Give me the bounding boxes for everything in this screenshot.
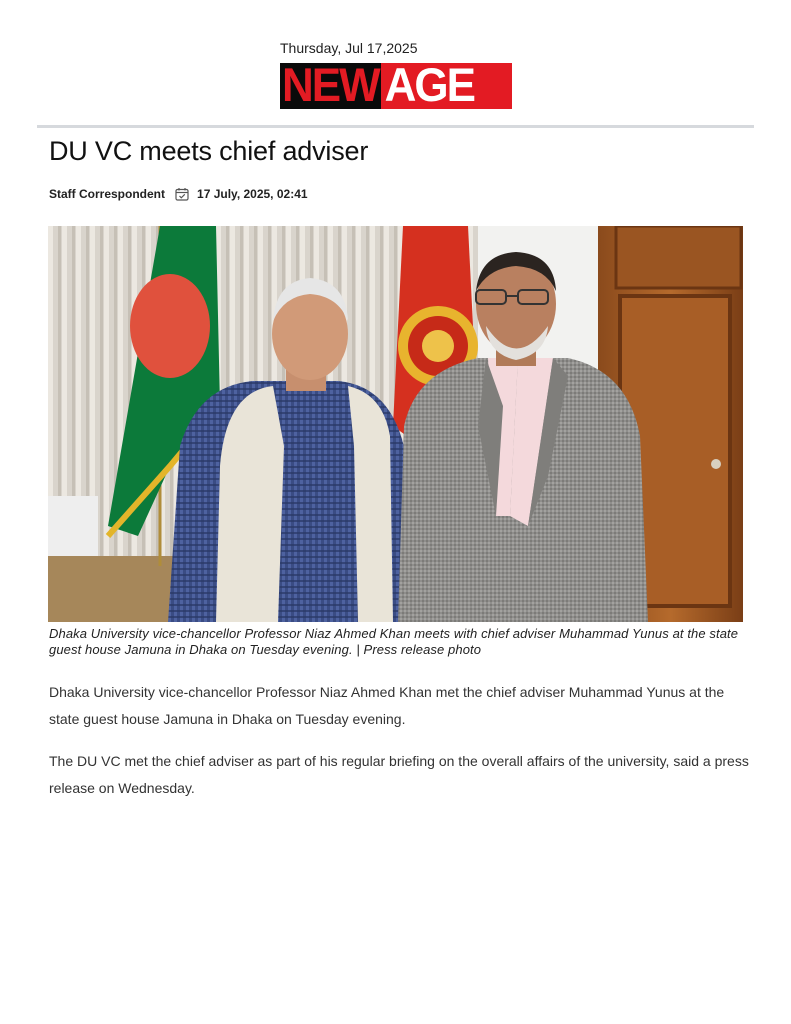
- photo-caption: Dhaka University vice-chancellor Professor Niaz Ahmed Khan meets with chief adviser Muhammad Yunus at the state guest house Jamuna in Dhaka on Tuesday evening. | Press release photo: [49, 626, 739, 657]
- logo-text-age: AGE: [381, 63, 512, 109]
- article-paragraph-1: Dhaka University vice-chancellor Professor Niaz Ahmed Khan met the chief adviser Muhammad Yunus at the state guest house Jamuna in Dhaka on Tuesday evening.: [49, 684, 725, 727]
- article-photo-illustration: [48, 226, 743, 622]
- edition-date: Thursday, Jul 17,2025: [280, 40, 418, 56]
- calendar-icon: [175, 187, 189, 201]
- article-title: DU VC meets chief adviser: [49, 136, 369, 166]
- article-paragraph-2: The DU VC met the chief adviser as part of his regular briefing on the overall affairs of the university, said a press release on Wednesday.: [49, 753, 749, 796]
- byline: [49, 187, 308, 201]
- author-name: Staff Correspondent: [49, 187, 166, 201]
- logo-text-new: NEW: [282, 63, 379, 109]
- article-photo: [48, 226, 743, 622]
- published-datetime: 17 July, 2025, 02:41: [197, 187, 308, 201]
- newage-logo[interactable]: [280, 63, 512, 109]
- header-divider: [37, 125, 754, 128]
